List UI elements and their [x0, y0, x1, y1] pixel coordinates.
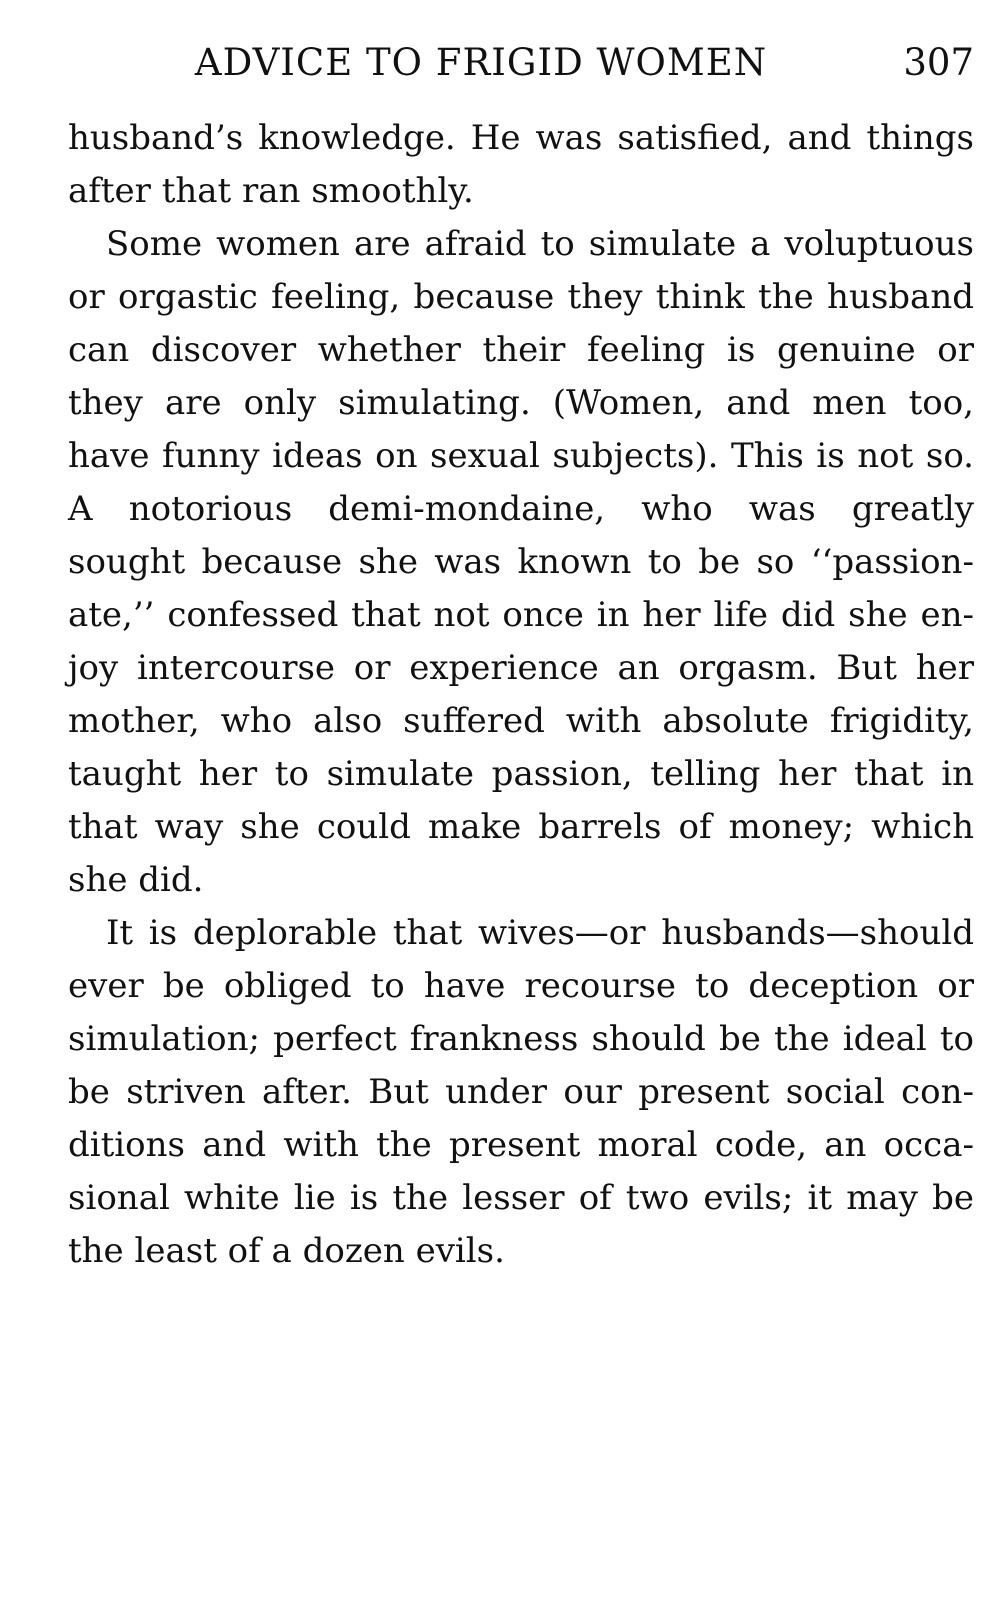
page-number: 307	[903, 41, 974, 84]
running-title: ADVICE TO FRIGID WOMEN	[194, 41, 768, 84]
running-head	[68, 38, 974, 88]
body-text	[68, 112, 974, 1278]
paragraph-continuation: husband’s knowledge. He was satisfied, and things after that ran smoothly.	[68, 118, 974, 211]
paragraph-deception: It is deplorable that wives—or husbands—should ever be obliged to have recourse to deception or simulation; perfect frankness should be the ideal to be striven after. But under our present social conditions and with the present moral code, an occasional white lie is the lesser of two evils; it may be the least of a dozen evils.	[68, 913, 974, 1271]
paragraph-simulation: Some women are afraid to simulate a voluptuous or orgastic feeling, because they think the husband can discover whether their feeling is genuine or they are only simulating. (Women, and men too, have funny ideas on sexual subjects). This is not so. A notorious demi-mondaine, who was greatly sought because she was known to be so ‘‘passionate,’’ confessed that not once in her life did she enjoy intercourse or experience an orgasm. But her mother, who also suffered with absolute frigidity, taught her to simulate passion, telling her that in that way she could make barrels of money; which she did.	[68, 224, 974, 900]
